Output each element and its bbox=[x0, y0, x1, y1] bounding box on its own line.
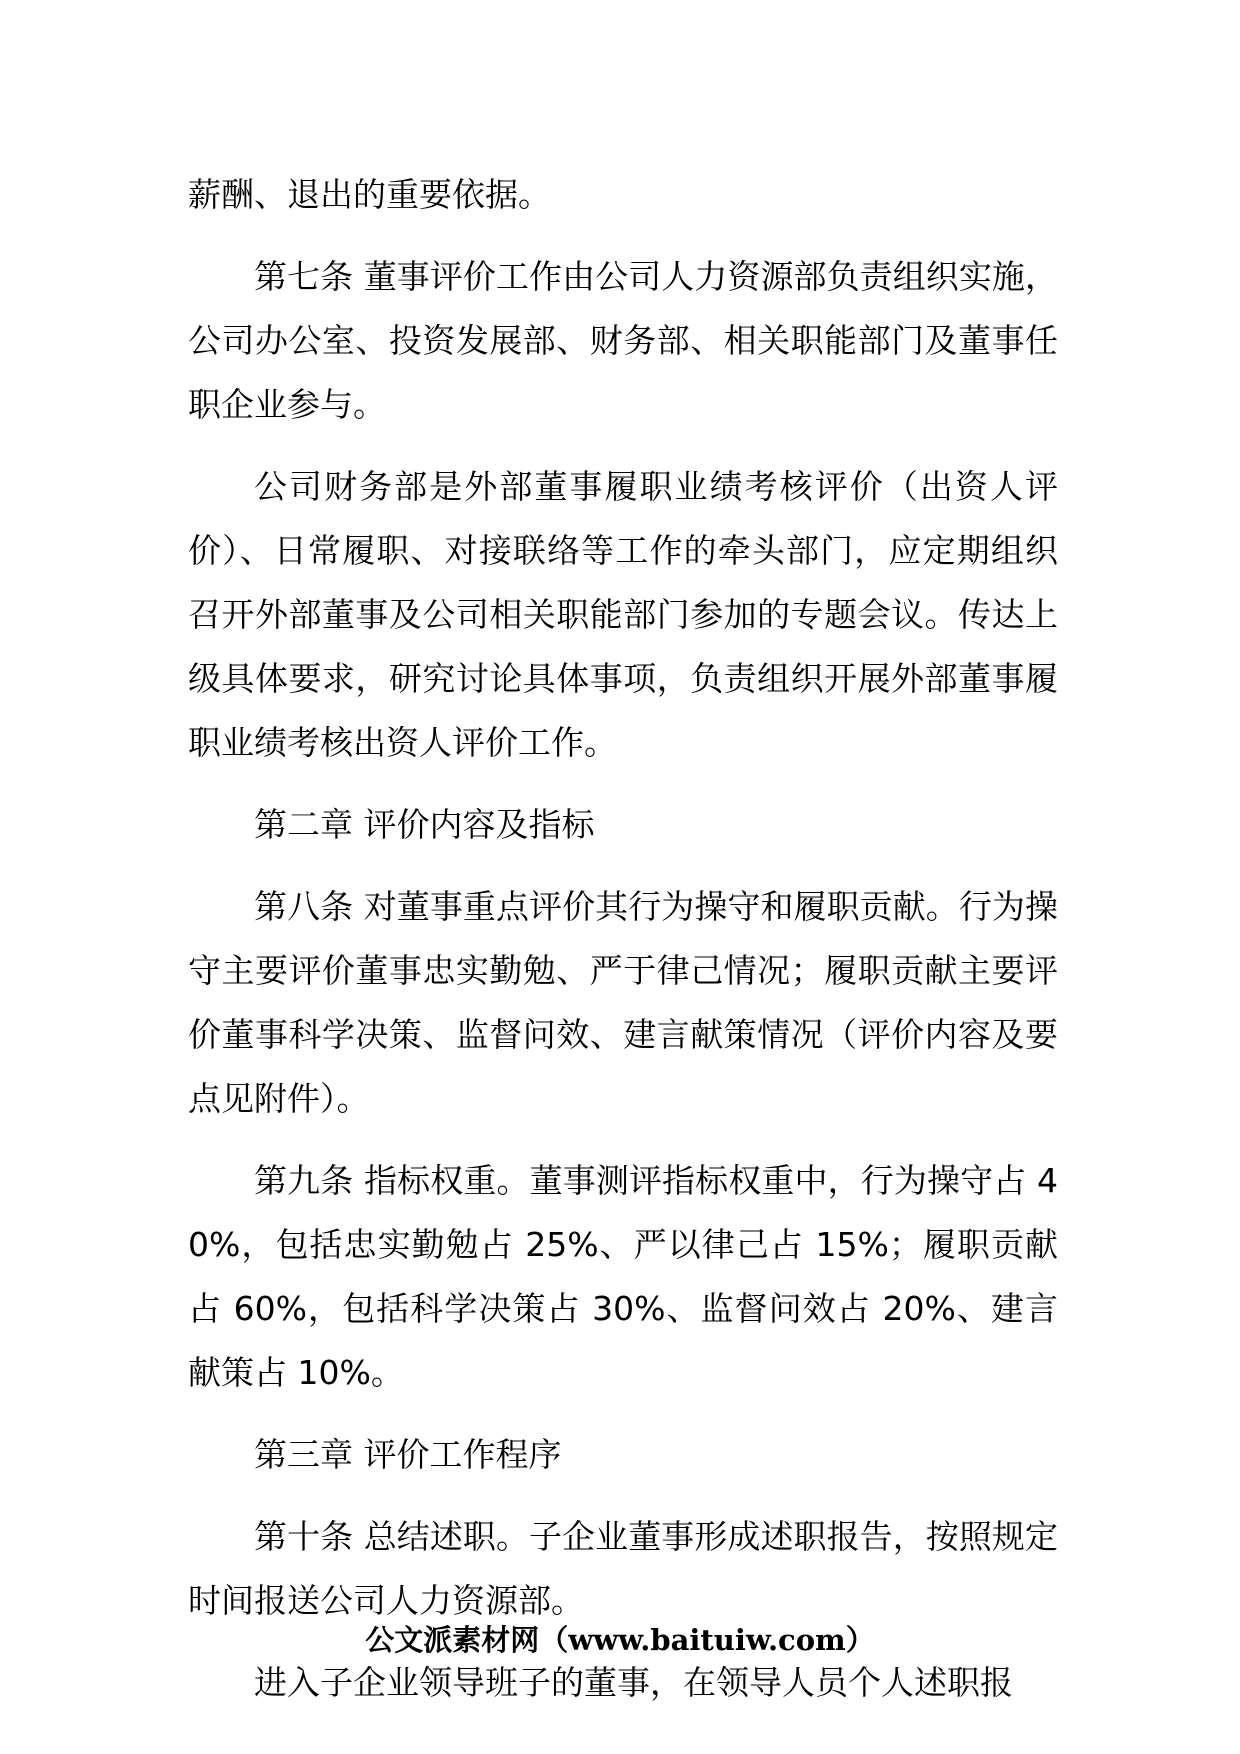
chapter-3-heading: 第三章 评价工作程序 bbox=[254, 1435, 562, 1474]
paragraph-leadership-directors: 进入子企业领导班子的董事，在领导人员个人述职报 bbox=[254, 1663, 1013, 1702]
paragraph-article-9: 第九条 指标权重。董事测评指标权重中，行为操守占 40%，包括忠实勤勉占 25%、严以律己占 15%；履职贡献占 60%，包括科学决策占 30%、监督问效占 20%、建言献策占 10%。 bbox=[188, 1161, 1058, 1392]
paragraph-article-7: 第七条 董事评价工作由公司人力资源部负责组织实施，公司办公室、投资发展部、财务部、相关职能部门及董事任职企业参与。 bbox=[188, 257, 1058, 424]
paragraph-article-10: 第十条 总结述职。子企业董事形成述职报告，按照规定时间报送公司人力资源部。 bbox=[188, 1517, 1058, 1620]
document-body bbox=[188, 163, 1058, 1733]
chapter-2-heading: 第二章 评价内容及指标 bbox=[254, 805, 595, 844]
paragraph-1: 薪酬、退出的重要依据。 bbox=[188, 175, 551, 214]
page-footer-watermark: 公文派素材网（www.baituiw.com） bbox=[365, 1623, 875, 1657]
paragraph-article-8: 第八条 对董事重点评价其行为操守和履职贡献。行为操守主要评价董事忠实勤勉、严于律己情况；履职贡献主要评价董事科学决策、监督问效、建言献策情况（评价内容及要点见附件）。 bbox=[188, 887, 1058, 1118]
paragraph-finance-dept: 公司财务部是外部董事履职业绩考核评价（出资人评价）、日常履职、对接联络等工作的牵头部门，应定期组织召开外部董事及公司相关职能部门参加的专题会议。传达上级具体要求，研究讨论具体事项，负责组织开展外部董事履职业绩考核出资人评价工作。 bbox=[188, 467, 1058, 762]
